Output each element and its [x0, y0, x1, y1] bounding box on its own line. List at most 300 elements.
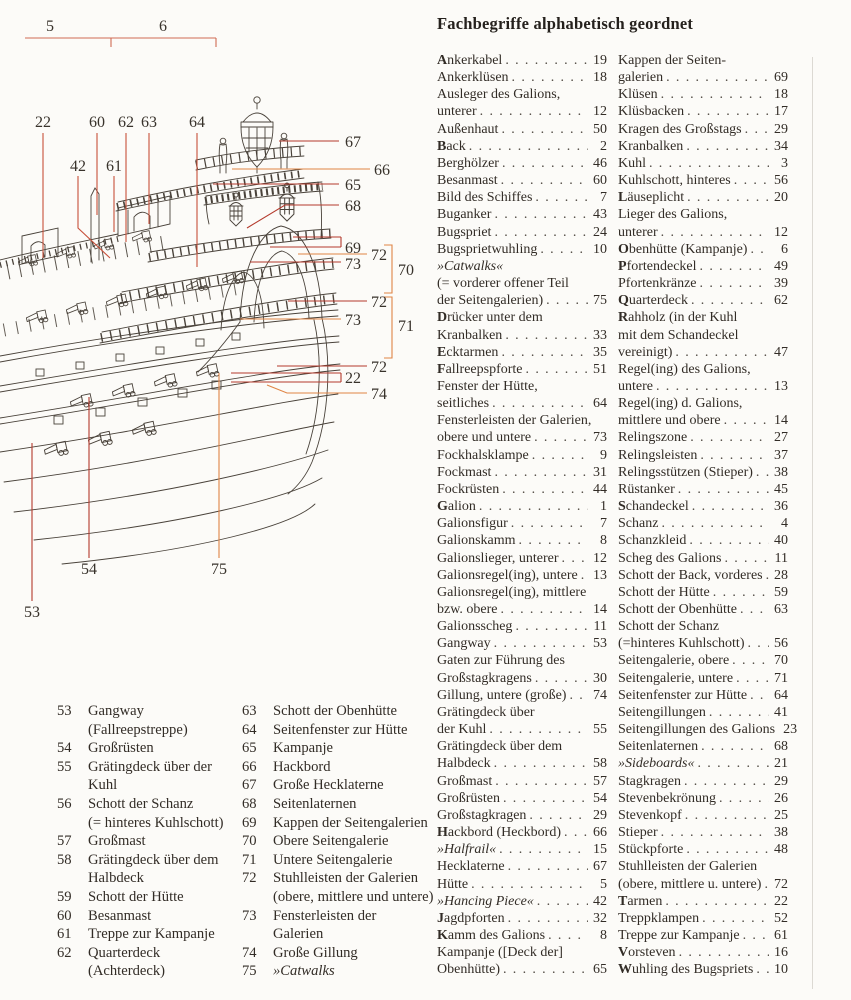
dot-leader [480, 103, 588, 120]
dot-leader [685, 807, 769, 824]
dot-leader [656, 378, 769, 395]
index-entry-line: Galionskamm . . . 8 [437, 532, 607, 549]
dot-leader [724, 412, 769, 429]
index-entry [618, 189, 788, 206]
figure-number: 11 [774, 550, 788, 566]
figure-number: 8 [600, 533, 607, 549]
index-entry [437, 155, 607, 172]
legend-number: 55 [57, 758, 72, 775]
dot-leader [750, 241, 769, 258]
index-entry [437, 687, 607, 704]
index-entry [437, 704, 607, 738]
legend-number: 56 [57, 795, 72, 812]
figure-number: 14 [593, 602, 607, 617]
dot-leader [534, 429, 588, 446]
besanmast-stub [91, 188, 99, 262]
index-entry [618, 841, 788, 858]
index-entry-line: galerien . . . 69 [618, 69, 788, 86]
index-entry [437, 86, 607, 120]
dot-leader [502, 155, 588, 172]
figure-number: 33 [593, 327, 607, 343]
index-entry [437, 69, 607, 86]
figure-number: 45 [774, 481, 788, 497]
dot-leader [747, 635, 769, 652]
callout-64: 64 [189, 114, 205, 131]
index-entry-line: Stückpforte . . . 48 [618, 841, 788, 858]
dot-leader [666, 69, 769, 86]
index-entry [618, 790, 788, 807]
index-entry-line: (= vorderer offener Teil [437, 276, 569, 292]
legend-number: 69 [242, 814, 257, 831]
index-entry-line: Regel(ing) d. Galions, [618, 396, 743, 412]
dot-leader [569, 687, 588, 704]
legend-number: 65 [242, 740, 257, 757]
legend-number: 60 [57, 907, 72, 924]
dot-leader [709, 704, 769, 721]
index-entry-line: Fockhalsklampe . . . 9 [437, 447, 607, 464]
dot-leader [495, 773, 588, 790]
figure-number: 27 [774, 430, 788, 446]
legend-number: 72 [242, 870, 257, 887]
dot-leader [661, 515, 769, 532]
callout-60: 60 [89, 114, 105, 131]
index-entry-line: Stieper . . . 38 [618, 824, 788, 841]
callout-73: 73 [345, 312, 361, 329]
index-entry-line: Galionsscheg . . . 11 [437, 618, 607, 635]
legend-entry [57, 758, 237, 795]
figure-number: 66 [593, 825, 607, 841]
hull-wales [0, 310, 340, 564]
figure-number: 72 [774, 876, 788, 892]
index-entry [618, 103, 788, 120]
index-entry-line: Relingsstützen (Stieper) . . . 38 [618, 464, 788, 481]
callout-71: 71 [398, 318, 414, 335]
figure-number: 5 [600, 876, 607, 892]
figure-number: 69 [774, 70, 788, 86]
index-entry [437, 498, 607, 515]
legend-term: Schott der Hütte [88, 888, 184, 905]
figure-number: 67 [593, 859, 607, 875]
callout-5: 5 [46, 18, 54, 35]
index-entry-line: Grätingdeck über dem [437, 739, 563, 755]
dot-leader [661, 824, 769, 841]
dot-leader [687, 189, 769, 206]
index-entry-line: Halbdeck . . . 58 [437, 755, 607, 772]
dot-leader [508, 858, 588, 875]
legend-number: 73 [242, 907, 257, 924]
legend-number: 59 [57, 888, 72, 905]
figure-number: 55 [593, 722, 607, 738]
callout-75: 75 [211, 561, 227, 578]
figure-number: 18 [593, 70, 607, 86]
index-entry-line: Klüsbacken . . . 17 [618, 103, 788, 120]
figure-number: 40 [774, 533, 788, 549]
dot-leader [750, 687, 769, 704]
index-entry-line: Pfortendeckel . . . 49 [618, 258, 788, 275]
index-entry [618, 567, 788, 584]
callout-63: 63 [141, 114, 157, 131]
figure-number: 19 [593, 53, 607, 68]
index-entry [618, 241, 788, 258]
index-entry [437, 584, 607, 618]
index-entry-line: Schott der Schanz [618, 619, 720, 635]
legend-term: Großmast [88, 833, 146, 850]
dot-leader [494, 206, 588, 223]
figure-number: 53 [593, 636, 607, 652]
dot-leader [546, 292, 588, 309]
legend-term: Hackbord [273, 758, 331, 775]
legend-term: Große Hecklaterne [273, 777, 384, 794]
index-entry-line: Regel(ing) des Galions, [618, 361, 751, 377]
index-column-1 [437, 52, 607, 978]
dot-leader [740, 601, 769, 618]
callout-73: 73 [345, 256, 361, 273]
dot-leader [678, 481, 769, 498]
dot-leader [503, 961, 588, 978]
legend-entry [242, 776, 437, 795]
legend-term: Seitenfenster zur Hütte [273, 721, 408, 738]
dot-leader [745, 121, 769, 138]
dot-leader [691, 292, 769, 309]
dot-leader [535, 189, 588, 206]
index-entry-line: Tarmen . . . 22 [618, 893, 788, 910]
legend-number: 74 [242, 944, 257, 961]
callout-61: 61 [106, 158, 122, 175]
index-entry-line: Stuhlleisten der Galerien [618, 859, 758, 875]
index-entry-line: Treppklampen . . . 52 [618, 910, 788, 927]
index-entry-line: Galion . . . 1 [437, 498, 607, 515]
legend-entry [242, 795, 437, 814]
index-entry-line: Großstagkragens . . . 30 [437, 670, 607, 687]
index-entry-line: Bild des Schiffes . . . 7 [437, 189, 607, 206]
figure-number: 12 [593, 550, 607, 566]
gun-ports [36, 333, 240, 424]
index-entry [437, 189, 607, 206]
index-entry-line: Kranbalken . . . 34 [618, 138, 788, 155]
index-entry-line: Seitengillungen . . . 41 [618, 704, 788, 721]
index-entry-line: Kappen der Seiten- [618, 53, 727, 68]
figure-number: 34 [774, 138, 788, 154]
index-entry-line: Läuseplicht . . . 20 [618, 189, 788, 206]
index-entry [618, 464, 788, 481]
figure-number: 1 [600, 499, 607, 515]
legend-entry [57, 907, 237, 926]
index-entry-line: Relingsleisten . . . 37 [618, 447, 788, 464]
figure-legend-column-1 [57, 702, 237, 981]
figure-number: 49 [774, 258, 788, 274]
figure-number: 20 [774, 190, 788, 206]
figure-number: 38 [774, 464, 788, 480]
index-entry-line: Pfortenkränze . . . 39 [618, 275, 788, 292]
dot-leader [502, 481, 588, 498]
dot-leader [684, 773, 769, 790]
index-entry-line: Obenhütte (Kampanje) . . . 6 [618, 241, 788, 258]
legend-entry [242, 739, 437, 758]
index-entry-line: Kuhlschott, hinteres . . . 56 [618, 172, 788, 189]
legend-term: Kappen der Seitengalerien [273, 814, 428, 831]
figure-number: 47 [774, 344, 788, 360]
index-entry [437, 52, 607, 69]
legend-entry [242, 962, 437, 981]
index-entry-line: Lieger des Galions, [618, 207, 728, 223]
index-entry-line: Kranbalken . . . 33 [437, 327, 607, 344]
figure-number: 13 [774, 378, 788, 394]
index-entry [618, 447, 788, 464]
index-entry-line: Fallreepspforte . . . 51 [437, 361, 607, 378]
legend-number: 54 [57, 740, 72, 757]
index-entry-line: Rüstanker . . . 45 [618, 481, 788, 498]
sailor-figure [280, 133, 288, 168]
index-entry-line: unterer . . . 12 [618, 224, 788, 241]
callout-54: 54 [81, 561, 97, 578]
index-entry-line: Galionsregel(ing), mittlere [437, 584, 587, 600]
figure-number: 65 [593, 962, 607, 978]
index-entry-line: »Halfrail« . . . 15 [437, 841, 607, 858]
index-entry [437, 447, 607, 464]
figure-number: 56 [774, 636, 788, 652]
index-entry [437, 790, 607, 807]
figure-number: 64 [593, 396, 607, 412]
legend-number: 62 [57, 944, 72, 961]
dot-leader [540, 241, 588, 258]
dot-leader [701, 738, 769, 755]
figure-number: 26 [774, 790, 788, 806]
ship-engraving [0, 97, 340, 564]
index-entry-line: Stevenbekrönung . . . 26 [618, 790, 788, 807]
index-entry-line: Fockrüsten . . . 44 [437, 481, 607, 498]
index-entry-line: Buganker . . . 43 [437, 206, 607, 223]
dot-leader [690, 429, 769, 446]
index-entry-line: Seitengalerie, untere . . . 71 [618, 670, 788, 687]
dot-leader [675, 344, 769, 361]
dot-leader [700, 447, 769, 464]
dot-leader [692, 498, 769, 515]
legend-term: Fensterleisten der Galerien [273, 907, 377, 943]
figure-number: 73 [593, 430, 607, 446]
legend-entry [242, 702, 437, 721]
legend-entry [57, 944, 237, 981]
dot-leader [713, 584, 769, 601]
index-entry-line: mit dem Schandeckel [618, 327, 739, 343]
dot-leader [702, 910, 769, 927]
index-entry [618, 618, 788, 652]
figure-number: 6 [781, 241, 788, 257]
index-entry-line: »Hancing Piece« . . . 42 [437, 893, 607, 910]
index-entry [618, 755, 788, 772]
index-entry-line: Bugspriet . . . 24 [437, 224, 607, 241]
dot-leader [736, 670, 769, 687]
index-entry [437, 738, 607, 772]
index-entry [618, 807, 788, 824]
index-entry-line: Kampanje ([Deck der] [437, 945, 563, 961]
dot-leader [501, 344, 588, 361]
index-entry [618, 172, 788, 189]
index-entry-line: Schott der Obenhütte . . . 63 [618, 601, 788, 618]
index-entry-line: seitliches . . . 64 [437, 395, 607, 412]
index-entry-line: Ecktarmen . . . 35 [437, 344, 607, 361]
index-entry [618, 138, 788, 155]
index-entry [437, 481, 607, 498]
index-entry-line: Großstagkragen . . . 29 [437, 807, 607, 824]
figure-number: 43 [593, 207, 607, 223]
legend-number: 61 [57, 926, 72, 943]
index-entry-line: Schott der Back, vorderes . . . 28 [618, 567, 788, 584]
figure-number: 57 [593, 773, 607, 789]
index-entry [618, 738, 788, 755]
figure-number: 42 [593, 893, 607, 909]
index-entry-line: Schandeckel . . . 36 [618, 498, 788, 515]
index-entry [618, 687, 788, 704]
dot-leader [512, 69, 588, 86]
dot-leader [503, 790, 588, 807]
legend-entry [57, 739, 237, 758]
dot-leader [649, 155, 769, 172]
dot-leader [724, 550, 769, 567]
figure-number: 71 [774, 670, 788, 686]
index-entry-line: »Sideboards« . . . 21 [618, 755, 788, 772]
figure-number: 29 [774, 121, 788, 137]
callout-72: 72 [371, 359, 387, 376]
index-entry [618, 670, 788, 687]
figure-number: 23 [783, 722, 798, 738]
figure-number: 50 [593, 121, 607, 137]
index-entry [437, 464, 607, 481]
figure-number: 60 [593, 173, 607, 189]
callout-6: 6 [159, 18, 167, 35]
index-entry [618, 927, 788, 944]
index-entry [618, 429, 788, 446]
callout-69: 69 [345, 240, 361, 257]
legend-entry [242, 907, 437, 944]
figure-number: 18 [774, 87, 788, 103]
index-entry [618, 601, 788, 618]
index-entry-line: Back . . . 2 [437, 138, 607, 155]
index-entry [437, 361, 607, 378]
legend-entry [242, 944, 437, 963]
figure-number: 17 [774, 104, 788, 120]
legend-number: 68 [242, 795, 257, 812]
legend-term: »Catwalks [273, 963, 335, 980]
dot-leader [700, 275, 769, 292]
index-entry-line: Galionsregel(ing), untere . . . 13 [437, 567, 607, 584]
index-entry-line: Schanz . . . 4 [618, 515, 788, 532]
figure-number: 25 [774, 807, 788, 823]
index-entry-line: der Kuhl . . . 55 [437, 721, 607, 738]
legend-term: Quarterdeck (Achterdeck) [88, 944, 165, 980]
legend-entry [57, 851, 237, 888]
figure-number: 24 [593, 224, 607, 240]
legend-number: 71 [242, 851, 257, 868]
index-entry-line: Seitenlaternen . . . 68 [618, 738, 788, 755]
figure-number: 51 [593, 361, 607, 377]
figure-number: 16 [774, 945, 788, 961]
dot-leader [501, 121, 588, 138]
index-entry-line: Hütte . . . 5 [437, 876, 607, 893]
callout-68: 68 [345, 198, 361, 215]
legend-entry [242, 851, 437, 870]
index-entry-line: Seitengillungen des Galions 23 [618, 722, 798, 738]
index-entry [618, 515, 788, 532]
legend-entry [57, 832, 237, 851]
legend-number: 53 [57, 703, 72, 719]
dot-leader [494, 635, 588, 652]
legend-term: Untere Seitengalerie [273, 851, 393, 868]
index-entry [618, 910, 788, 927]
index-entry [618, 275, 788, 292]
index-entry [618, 893, 788, 910]
index-entry [618, 395, 788, 429]
figure-number: 56 [774, 173, 788, 189]
dot-leader [687, 103, 769, 120]
index-entry [437, 618, 607, 635]
index-entry [437, 121, 607, 138]
index-entry [437, 927, 607, 944]
index-entry-line: Kamm des Galions . . . 8 [437, 927, 607, 944]
callout-53: 53 [24, 604, 40, 621]
dot-leader [764, 876, 769, 893]
figure-number: 22 [774, 893, 788, 909]
index-entry-line: Ausleger des Galions, [437, 87, 561, 103]
legend-term: Obere Seitengalerie [273, 833, 389, 850]
index-entry-line: Außenhaut . . . 50 [437, 121, 607, 138]
figure-number: 32 [593, 910, 607, 926]
legend-term: Kampanje [273, 740, 333, 757]
dot-leader [766, 567, 769, 584]
callout-65: 65 [345, 177, 361, 194]
index-entry [618, 481, 788, 498]
index-entry-line: Galionslieger, unterer . . . 12 [437, 550, 607, 567]
page-edge-line [812, 57, 813, 989]
figure-number: 12 [593, 104, 607, 120]
figure-number: 68 [774, 739, 788, 755]
index-entry [437, 378, 607, 412]
index-entry-line: mittlere und obere . . . 14 [618, 412, 788, 429]
legend-entry [57, 925, 237, 944]
index-entry-line: Fockmast . . . 31 [437, 464, 607, 481]
ship-figure [0, 0, 430, 700]
dot-leader [494, 755, 588, 772]
index-entry-line: Berghölzer . . . 46 [437, 155, 607, 172]
legend-entry [242, 758, 437, 777]
legend-number: 67 [242, 777, 257, 794]
legend-entry [57, 702, 237, 739]
index-entry-line: Hackbord (Heckbord) . . . 66 [437, 824, 607, 841]
figure-number: 8 [600, 927, 607, 943]
figure-number: 11 [593, 619, 607, 635]
index-entry [437, 773, 607, 790]
legend-term: Gangway (Fallreepstreppe) [88, 703, 188, 738]
index-entry [437, 172, 607, 189]
index-entry [437, 138, 607, 155]
index-column-2 [618, 52, 798, 978]
dot-leader [492, 395, 588, 412]
index-entry-line: Stagkragen . . . 29 [618, 773, 788, 790]
callout-66: 66 [374, 162, 390, 179]
dot-leader [756, 464, 769, 481]
legend-term: Seitenlaternen [273, 795, 357, 812]
figure-number: 62 [774, 293, 788, 309]
index-entry-line: Scheg des Galions . . . 11 [618, 550, 788, 567]
figure-number: 54 [593, 790, 607, 806]
deck-cannons [18, 230, 245, 458]
figure-number: 44 [593, 481, 607, 497]
figure-number: 7 [600, 516, 607, 532]
figure-number: 64 [774, 687, 788, 703]
index-entry-line: Seitenfenster zur Hütte . . . 64 [618, 687, 788, 704]
index-entry-line: Klüsen . . . 18 [618, 86, 788, 103]
index-entry-line: vereinigt) . . . 47 [618, 344, 788, 361]
index-entry [437, 567, 607, 584]
